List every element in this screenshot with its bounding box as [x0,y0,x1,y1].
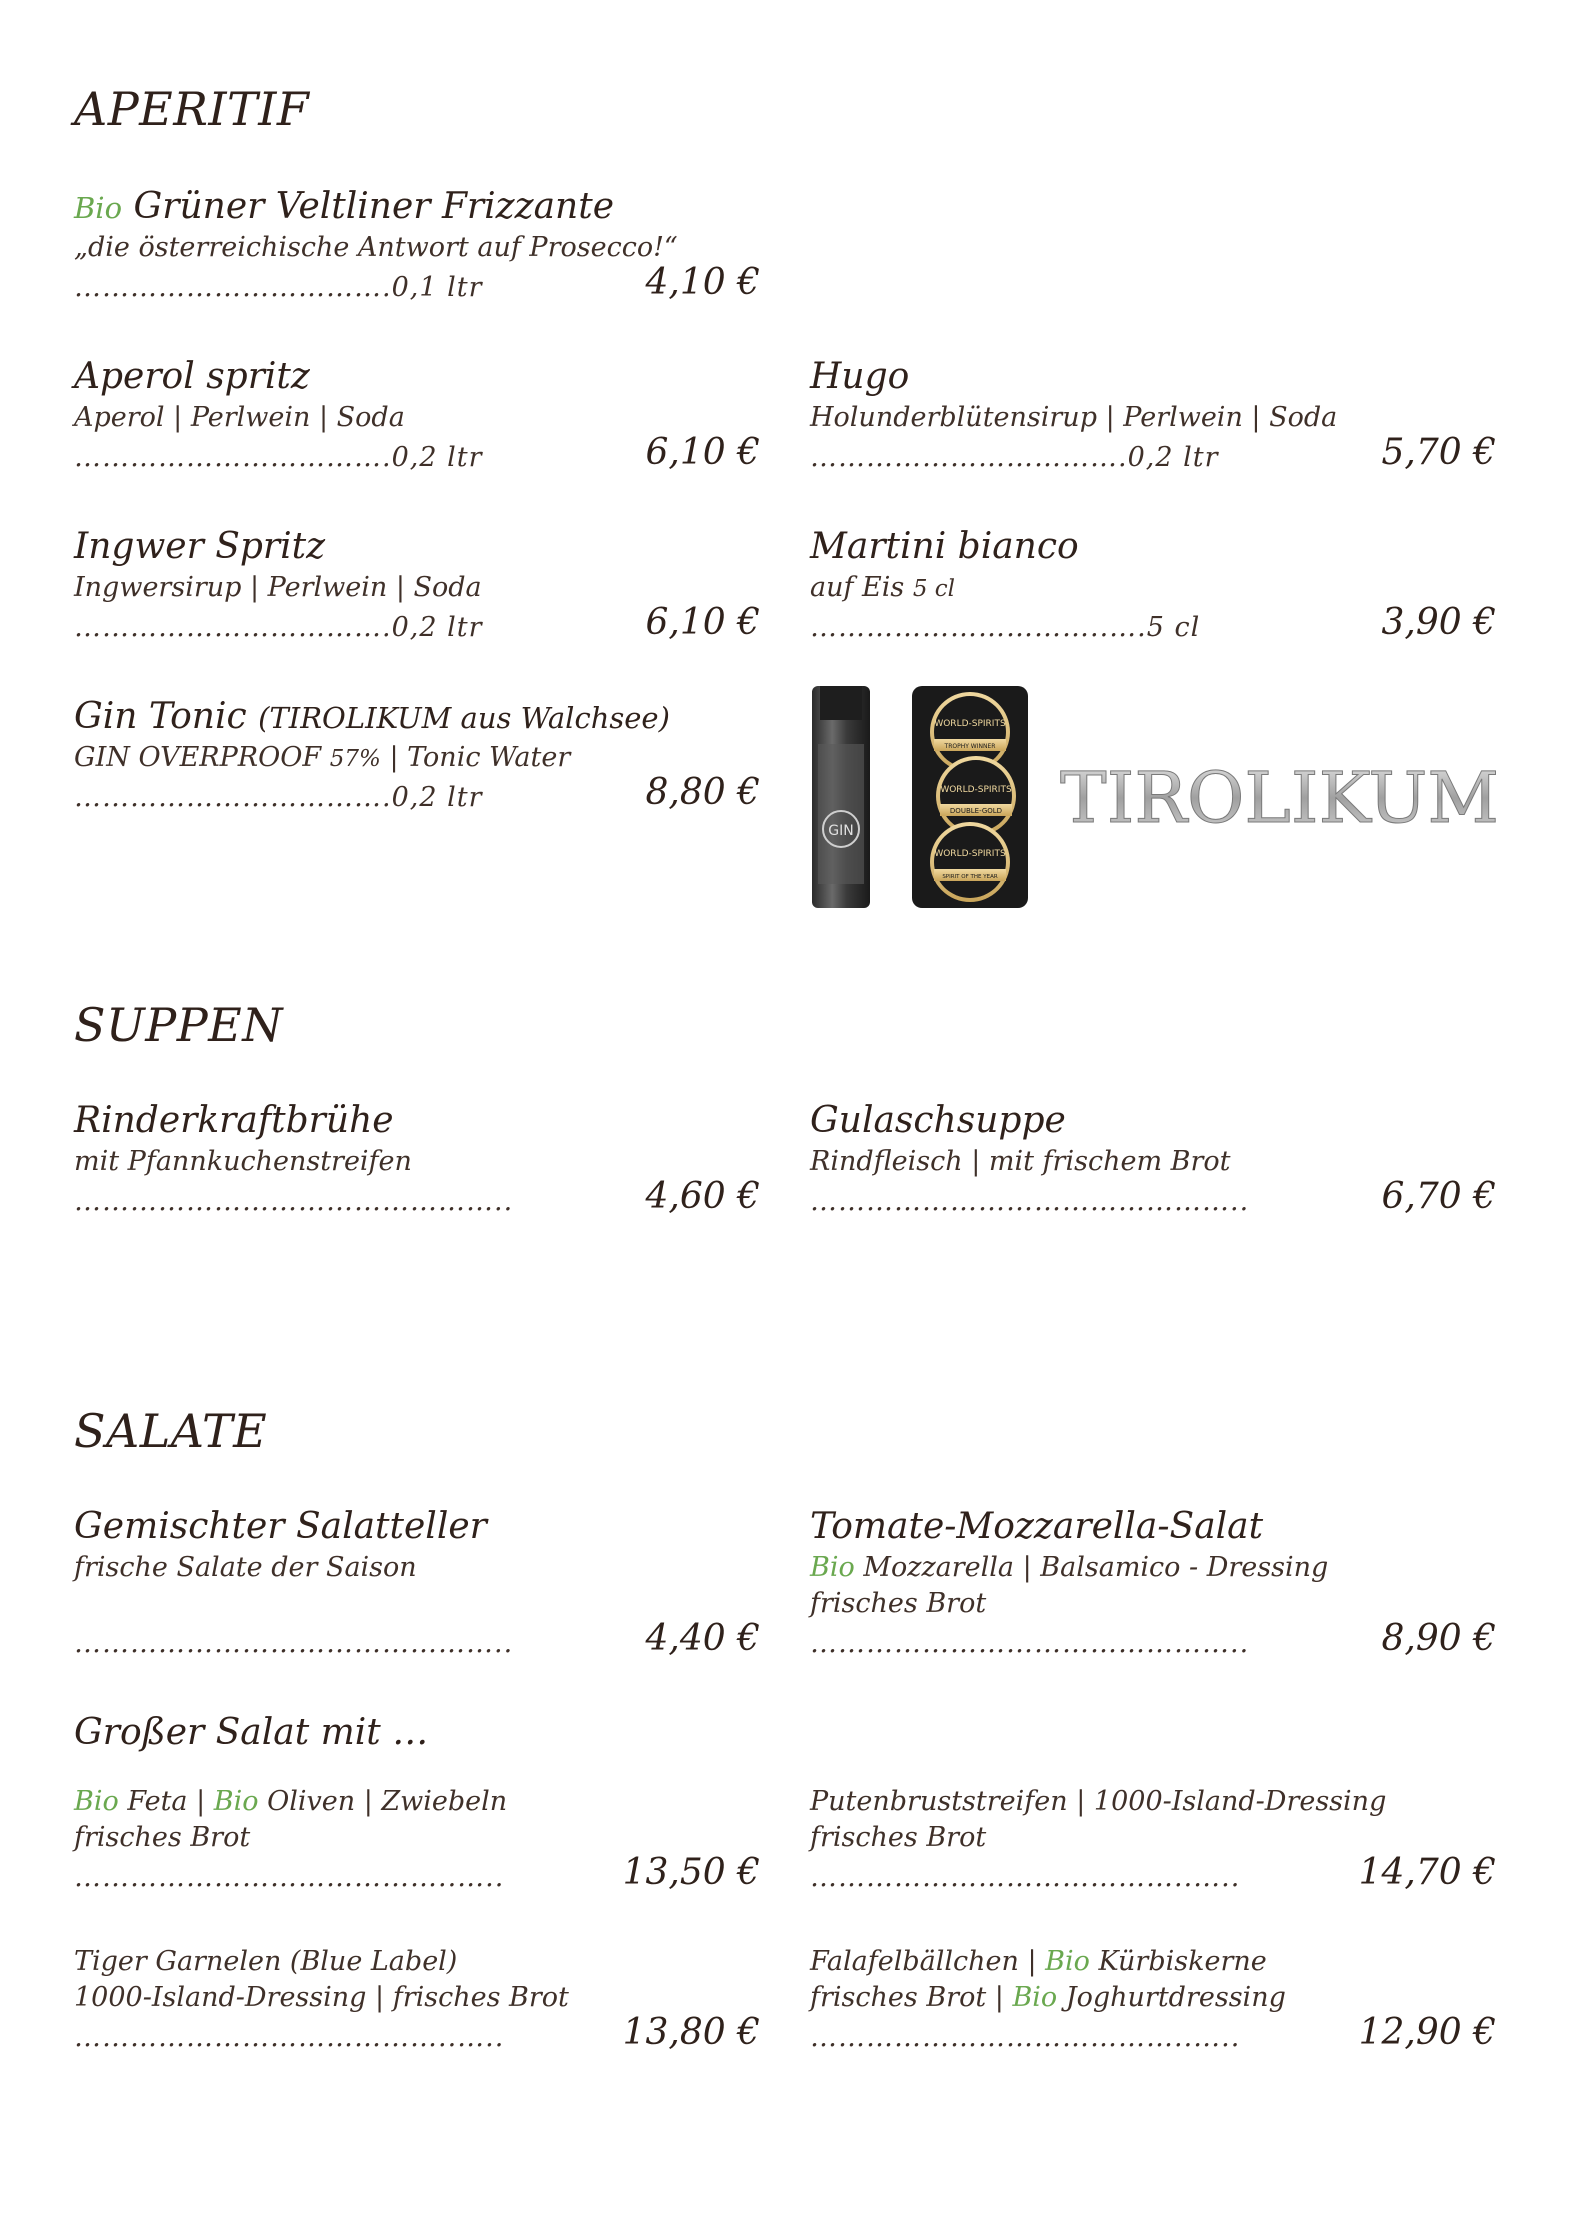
item-feta-leader: …………………………………..….. [74,1862,505,1893]
item-gemischt-price: 4,40 € [645,1618,760,1659]
item-pute-desc2: frisches Brot [810,1822,987,1853]
item-martini-desc-small: 5 cl [912,576,956,602]
item-garnelen-leader: …………………………………..….. [74,2022,505,2053]
item-hugo-desc: Holunderblütensirup | Perlwein | Soda [810,402,1338,433]
item-rinder-price: 4,60 € [645,1176,760,1217]
item-frizzante-desc: „die österreichische Antwort auf Prosecco!“ [74,232,678,263]
item-martini-leader: …………………………..….5 cl [810,612,1201,643]
item-falafel-jog: Joghurtdressing [1065,1982,1286,2013]
item-garnelen-price: 13,80 € [622,2012,760,2053]
item-gulasch-price: 6,70 € [1381,1176,1496,1217]
item-aperol-desc: Aperol | Perlwein | Soda [74,402,405,433]
item-gin-name-small: (TIROLIKUM aus Walchsee) [258,701,670,735]
bio-label: Bio [810,1552,855,1583]
item-aperol-name: Aperol spritz [74,356,310,397]
item-ingwer-name: Ingwer Spritz [74,526,326,567]
award-medals-icon [912,686,1028,908]
item-ingwer-desc: Ingwersirup | Perlwein | Soda [74,572,482,603]
item-falafel-falafel: Falafelbällchen | [810,1946,1037,1977]
item-martini-desc-line [810,570,955,607]
item-rinder-desc: mit Pfannkuchenstreifen [74,1146,412,1177]
item-falafel-desc2-line [810,1980,1286,2016]
item-gin-desc: GIN OVERPROOF [74,742,322,773]
item-martini-desc: auf Eis [810,572,905,603]
svg-text:TROPHY WINNER: TROPHY WINNER [944,743,996,750]
item-frizzante-title [74,186,614,227]
item-feta-price: 13,50 € [622,1852,760,1893]
item-tomate-name: Tomate-Mozzarella-Salat [810,1506,1264,1547]
item-pute-leader: …………………………………..….. [810,1862,1241,1893]
bio-label: Bio [1012,1982,1058,2013]
item-garnelen-desc2: 1000-Island-Dressing | frisches Brot [74,1982,569,2013]
section-title-suppen: SUPPEN [74,998,284,1052]
item-gin-desc-line [74,740,570,777]
item-tomate-desc: Mozzarella | Balsamico - Dressing [863,1552,1329,1583]
item-falafel-price: 12,90 € [1358,2012,1496,2053]
item-aperol-leader: …………………………….0,2 ltr [74,442,483,473]
item-martini-price: 3,90 € [1381,602,1496,643]
section-title-aperitif: APERITIF [74,82,310,136]
item-hugo-name: Hugo [810,356,910,397]
svg-text:WORLD-SPIRITS: WORLD-SPIRITS [934,719,1006,729]
item-garnelen-desc: Tiger Garnelen (Blue Label) [74,1946,458,1977]
section-title-salate: SALATE [74,1404,268,1458]
bio-label: Bio [74,1786,119,1817]
item-hugo-leader: …………………………….0,2 ltr [810,442,1219,473]
item-frizzante-name: Grüner Veltliner Frizzante [133,186,614,227]
item-aperol-price: 6,10 € [645,432,760,473]
bio-label: Bio [213,1786,259,1817]
item-tomate-price: 8,90 € [1381,1618,1496,1659]
tirolikum-promo-image [808,684,1508,914]
svg-text:SPIRIT OF THE YEAR: SPIRIT OF THE YEAR [942,874,998,880]
item-pute-price: 14,70 € [1358,1852,1496,1893]
item-gin-price: 8,80 € [645,772,760,813]
item-falafel-leader: …………………………………..….. [810,2022,1241,2053]
svg-text:WORLD-SPIRITS: WORLD-SPIRITS [940,785,1012,795]
item-gemischt-desc: frische Salate der Saison [74,1552,417,1583]
item-falafel-brot: frisches Brot | [810,1982,1004,2013]
svg-text:DOUBLE-GOLD: DOUBLE-GOLD [949,807,1003,815]
item-gulasch-name: Gulaschsuppe [810,1100,1066,1141]
item-frizzante-leader: …………………………….0,1 ltr [74,272,483,303]
item-gulasch-leader: ……………………………………….. [810,1186,1250,1217]
item-feta-desc2: frisches Brot [74,1822,251,1853]
bio-label: Bio [1045,1946,1090,1977]
tirolikum-logo: TIROLIKUM [1060,757,1500,839]
item-rinder-leader: ……………………………………….. [74,1186,514,1217]
item-hugo-price: 5,70 € [1381,432,1496,473]
item-gin-desc-rest: | Tonic Water [389,742,571,773]
item-gulasch-desc: Rindfleisch | mit frischem Brot [810,1146,1231,1177]
gross-salat-title: Großer Salat mit … [74,1712,429,1753]
item-gemischt-leader: ……………………………………….. [74,1628,514,1659]
item-falafel-desc-line [810,1944,1267,1980]
item-tomate-desc2: frisches Brot [810,1588,987,1619]
bio-label: Bio [74,191,123,225]
item-gemischt-name: Gemischter Salatteller [74,1506,487,1547]
item-tomate-leader: ……………………………………….. [810,1628,1250,1659]
item-feta-desc-line [74,1784,507,1820]
bottle-label: GIN [828,823,854,839]
item-falafel-kern: Kürbiskerne [1098,1946,1267,1977]
item-feta-feta: Feta | [127,1786,206,1817]
item-feta-oliven: Oliven | Zwiebeln [267,1786,508,1817]
item-ingwer-price: 6,10 € [645,602,760,643]
item-gin-leader: …………………………….0,2 ltr [74,782,483,813]
item-gin-title [74,696,670,737]
item-gin-desc-small: 57% [329,746,381,772]
item-rinder-name: Rinderkraftbrühe [74,1100,394,1141]
item-tomate-desc-line [810,1550,1328,1586]
item-martini-name: Martini bianco [810,526,1079,567]
item-ingwer-leader: …………………………….0,2 ltr [74,612,483,643]
item-frizzante-price: 4,10 € [645,262,760,303]
gin-bottle-icon [812,686,870,908]
item-pute-desc: Putenbruststreifen | 1000-Island-Dressing [810,1786,1387,1817]
item-gin-name: Gin Tonic [74,696,247,737]
svg-text:WORLD-SPIRITS: WORLD-SPIRITS [934,849,1006,859]
